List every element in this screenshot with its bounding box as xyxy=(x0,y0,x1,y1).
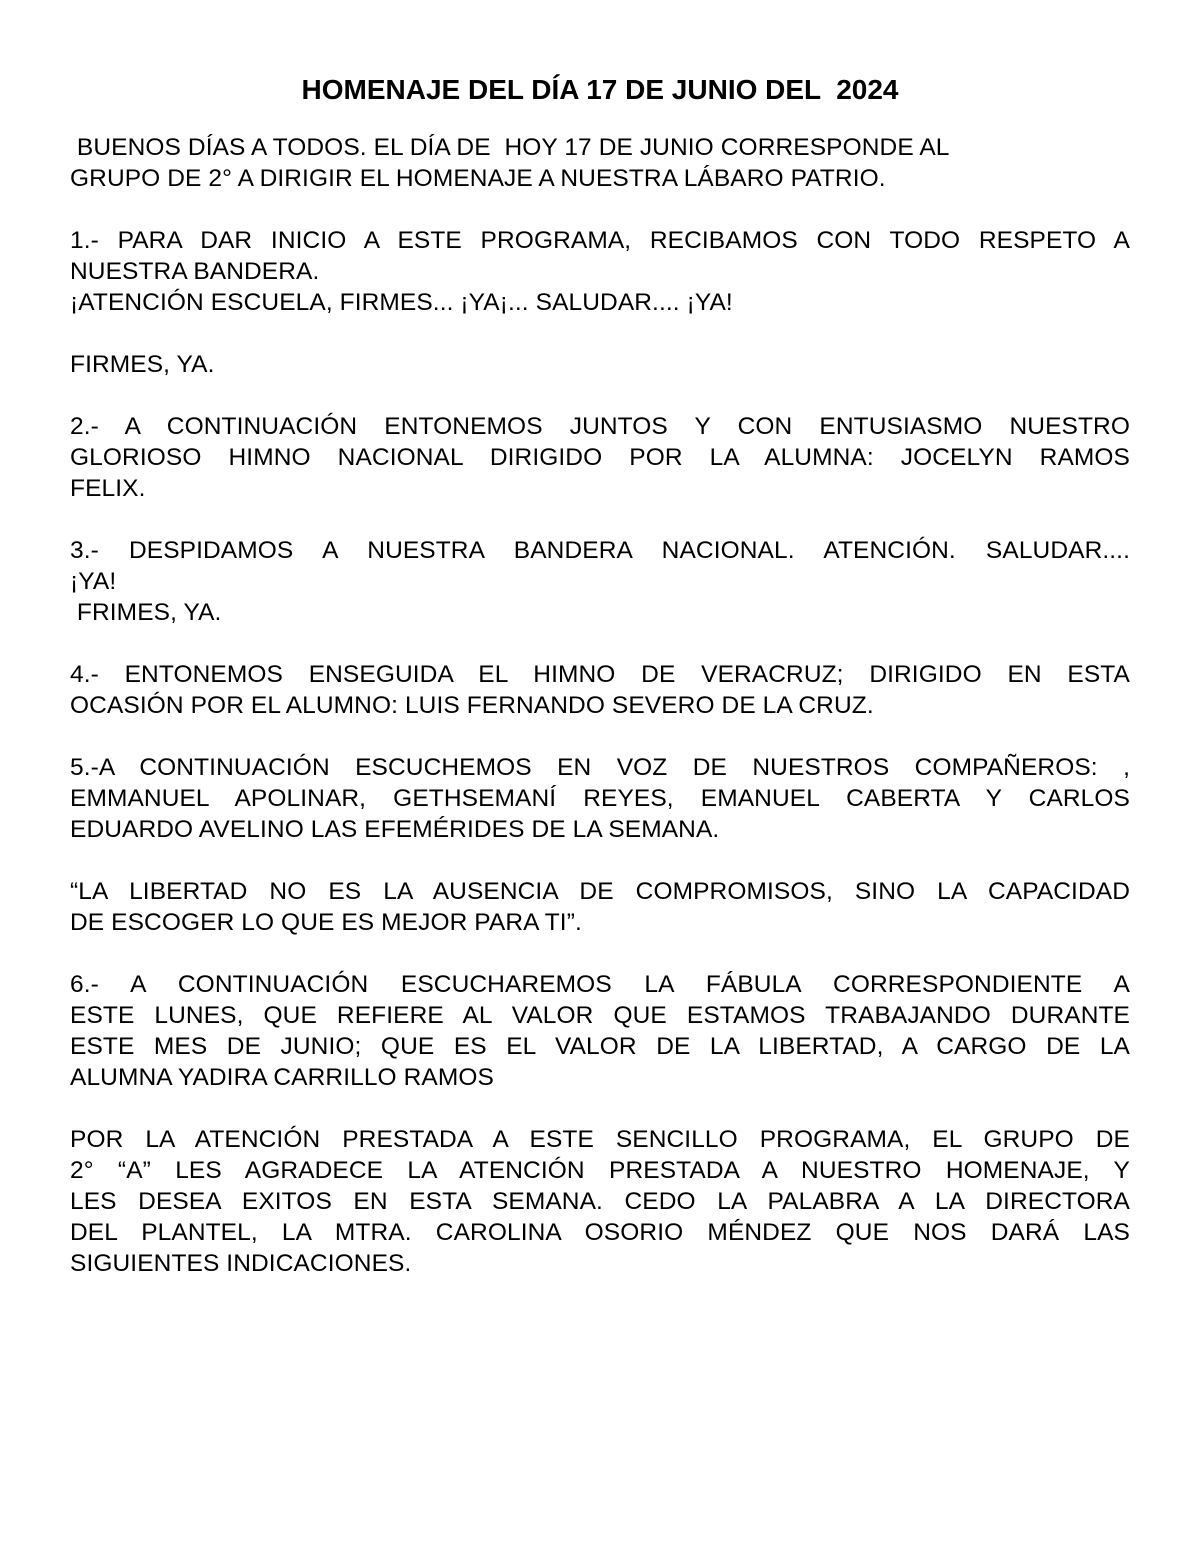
item-2-paragraph xyxy=(70,411,1130,504)
item-5-line-3: EDUARDO AVELINO LAS EFEMÉRIDES DE LA SEMANA. xyxy=(70,816,720,843)
item-6-line-3: ESTE MES DE JUNIO; QUE ES EL VALOR DE LA LIBERTAD, A CARGO DE LA xyxy=(70,1033,1130,1060)
closing-line-5: SIGUIENTES INDICACIONES. xyxy=(70,1250,412,1277)
quote-line-2: DE ESCOGER LO QUE ES MEJOR PARA TI”. xyxy=(70,909,582,936)
item-3-paragraph xyxy=(70,535,1130,628)
document-page xyxy=(70,72,1130,1310)
item-6-line-4: ALUMNA YADIRA CARRILLO RAMOS xyxy=(70,1064,494,1091)
item-2-line-2: GLORIOSO HIMNO NACIONAL DIRIGIDO POR LA ALUMNA: JOCELYN RAMOS xyxy=(70,444,1130,471)
item-2-line-1: 2.- A CONTINUACIÓN ENTONEMOS JUNTOS Y CON ENTUSIASMO NUESTRO xyxy=(70,413,1130,440)
item-5-line-2: EMMANUEL APOLINAR, GETHSEMANÍ REYES, EMANUEL CABERTA Y CARLOS xyxy=(70,785,1130,812)
item-4-line-2: OCASIÓN POR EL ALUMNO: LUIS FERNANDO SEVERO DE LA CRUZ. xyxy=(70,692,874,719)
closing-line-3: LES DESEA EXITOS EN ESTA SEMANA. CEDO LA PALABRA A LA DIRECTORA xyxy=(70,1188,1130,1215)
closing-line-4: DEL PLANTEL, LA MTRA. CAROLINA OSORIO MÉNDEZ QUE NOS DARÁ LAS xyxy=(70,1219,1130,1246)
item-3-line-3: FRIMES, YA. xyxy=(70,599,222,626)
intro-line-2: GRUPO DE 2° A DIRIGIR EL HOMENAJE A NUESTRA LÁBARO PATRIO. xyxy=(70,165,886,192)
closing-paragraph xyxy=(70,1124,1130,1279)
item-5-line-1: 5.-A CONTINUACIÓN ESCUCHEMOS EN VOZ DE NUESTROS COMPAÑEROS: , xyxy=(70,754,1130,781)
firmes-paragraph xyxy=(70,349,1130,380)
item-6-paragraph xyxy=(70,969,1130,1093)
item-6-line-2: ESTE LUNES, QUE REFIERE AL VALOR QUE ESTAMOS TRABAJANDO DURANTE xyxy=(70,1002,1130,1029)
closing-line-1: POR LA ATENCIÓN PRESTADA A ESTE SENCILLO PROGRAMA, EL GRUPO DE xyxy=(70,1126,1130,1153)
item-4-paragraph xyxy=(70,659,1130,721)
item-1-line-2: NUESTRA BANDERA. xyxy=(70,258,320,285)
item-3-line-2: ¡YA! xyxy=(70,568,117,595)
closing-line-2: 2° “A” LES AGRADECE LA ATENCIÓN PRESTADA A NUESTRO HOMENAJE, Y xyxy=(70,1157,1130,1184)
item-2-line-3: FELIX. xyxy=(70,475,146,502)
item-1-line-1: 1.- PARA DAR INICIO A ESTE PROGRAMA, RECIBAMOS CON TODO RESPETO A xyxy=(70,227,1130,254)
quote-line-1: “LA LIBERTAD NO ES LA AUSENCIA DE COMPROMISOS, SINO LA CAPACIDAD xyxy=(70,878,1130,905)
quote-paragraph xyxy=(70,876,1130,938)
item-6-line-1: 6.- A CONTINUACIÓN ESCUCHAREMOS LA FÁBULA CORRESPONDIENTE A xyxy=(70,971,1130,998)
item-3-line-1: 3.- DESPIDAMOS A NUESTRA BANDERA NACIONAL. ATENCIÓN. SALUDAR.... xyxy=(70,537,1130,564)
intro-line-1: BUENOS DÍAS A TODOS. EL DÍA DE HOY 17 DE JUNIO CORRESPONDE AL xyxy=(70,134,950,161)
item-1-line-3: ¡ATENCIÓN ESCUELA, FIRMES... ¡YA¡... SALUDAR.... ¡YA! xyxy=(70,289,733,316)
item-1-paragraph xyxy=(70,225,1130,318)
item-4-line-1: 4.- ENTONEMOS ENSEGUIDA EL HIMNO DE VERACRUZ; DIRIGIDO EN ESTA xyxy=(70,661,1130,688)
firmes-line: FIRMES, YA. xyxy=(70,351,215,378)
document-title: HOMENAJE DEL DÍA 17 DE JUNIO DEL 2024 xyxy=(301,74,899,105)
item-5-paragraph xyxy=(70,752,1130,845)
intro-paragraph xyxy=(70,132,1130,194)
